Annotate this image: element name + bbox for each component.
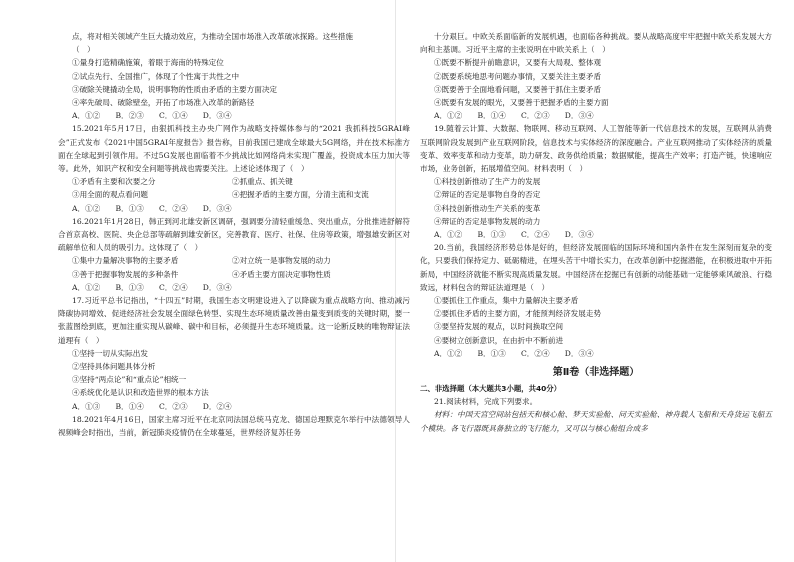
q18-option-1: ①既要不断提升前瞻意识，又要有大局观、整体观 — [434, 58, 602, 68]
q15-choices: A．①② B．①③ C．②④ D．③④ — [72, 203, 232, 213]
q15-options-row-2 — [58, 188, 410, 201]
q14-option-1: ①量身打造精确施策，着眼于海南的特殊定位 — [72, 58, 224, 68]
q17-option-3: ③坚持“两点论”和“重点论”相统一 — [72, 375, 187, 385]
question-18-continued: 十分艰巨。中欧关系面临新的发展机遇，也面临各种挑战。要从战略高度牢牢把握中欧关系发展大方向和主基调。习近平主席的主张说明在中欧关系上（ ） — [420, 32, 772, 55]
left-column — [58, 30, 410, 439]
q19-option-4: ④辩证的否定是事物发展的动力 — [434, 216, 541, 226]
q15-option-4: ④把握矛盾的主要方面，分清主流和支流 — [232, 190, 369, 200]
q16-option-3: ③善于把握事物发展的多种条件 — [72, 269, 179, 279]
q16-option-2: ②对立统一是事物发展的动力 — [232, 256, 331, 266]
part-two-heading: 二、非选择题（本大题共3小题，共40分） — [420, 384, 562, 394]
question-21-material: 材料：中国天宫空间站包括天和核心舱、梦天实验舱、问天实验舱、神舟载人飞船和天舟货运飞船五个模块。各飞行器既具备独立的飞行能力，又可以与核心舱组合成多 — [420, 410, 772, 433]
q14-option-4: ④率先破局、破除壁垒，开拓了市场准入改革的新路径 — [72, 98, 255, 108]
q14-option-3: ③破除关键撬动全局，说明事物的性质由矛盾的主要方面决定 — [72, 84, 278, 94]
q19-choices: A．①② B．①③ C．②④ D．③④ — [434, 230, 594, 240]
q17-choices: A．①③ B．①④ C．②③ D．②④ — [72, 401, 232, 411]
question-15: 15.2021年5月17日，由狠抓科技主办央广网作为战略支持媒体参与的“2021 我抓科技5GRAI峰会”正式发布《2021中国5GRAI年度报告》报告称，目前我国已建成全球最大5G网络，并在技术标准方面在全球起到引领作用。不过5G发展也面临着不少挑战比如网络尚未实现广覆盖，投资成本压力加大等等。此外，知识产权和安全问题等挑战也需要关注。上述论述体现了（ ） — [58, 124, 410, 174]
q15-option-1: ①矛盾有主要和次要之分 — [72, 177, 156, 187]
q16-choices: A．①② B．①③ C．②④ D．③④ — [72, 282, 232, 292]
q16-option-4: ④矛盾主要方面决定事物性质 — [232, 269, 331, 279]
q19-option-3: ③科技创新推动生产关系的变革 — [434, 203, 541, 213]
q16-option-1: ①集中力量解决事物的主要矛盾 — [72, 256, 179, 266]
question-16: 16.2021年1月28日，韩正到河北雄安新区调研，强调要分清轻重缓急、突出重点，分批推进舒解符合首京高校、医院、央企总部等疏解到雄安新区，完善教育、医疗、社保、住房等政策，增强雄安新区对疏解单位和人员的吸引力。这体现了（ ） — [58, 216, 410, 253]
q20-option-4: ④要树立创新意识，在由折中不断前进 — [434, 335, 564, 345]
q17-option-2: ②坚持具体问题具体分析 — [72, 362, 156, 372]
q14-choices: A．①② B．②③ C．①④ D．③④ — [72, 111, 232, 121]
right-column — [420, 30, 772, 435]
q17-option-1: ①坚持一切从实际出发 — [72, 348, 148, 358]
q18-option-3: ③既要善于全面地看问题，又要善于抓住主要矛盾 — [434, 84, 602, 94]
q18-choices: A．①② B．①④ C．②③ D．③④ — [434, 111, 594, 121]
q14-option-2: ②试点先行、全国推广，体现了个性寓于共性之中 — [72, 71, 240, 81]
question-21: 21.阅读材料，完成下列要求。 — [434, 397, 538, 407]
q20-choices: A．①② B．①③ C．②④ D．③④ — [434, 348, 594, 358]
q16-options-row-2 — [58, 268, 410, 281]
q15-options-row-1 — [58, 175, 410, 188]
q19-option-1: ①科技创新推动了生产力的发展 — [434, 177, 541, 187]
question-20: 20.当前，我国经济形势总体是好的，但经济发展面临的国际环境和国内条件在发生深刻而复杂的变化，只要我们保持定力、砥砺精进，在埋头苦干中增长实力，在改革创新中挖掘潜能，在积极进取中开拓新局，中国经济就能不断实现高质量发展。中国经济在挖掘已有创新的动能基础一定能够乘风破浪、行稳致远，材料包含的辩证法道理是（ ） — [420, 243, 772, 292]
question-17: 17.习近平总书记指出，“十四五”时期，我国生态文明建设进入了以降碳为重点战略方向、推动减污降碳协同增效、促进经济社会发展全面绿色转型、实现生态环境质量改善由量变到质变的关键时期，要一张蓝图绘到底，更加注重实现从碳峰、碳中和目标，必须提升生态环境质量。这一论断反映的唯物辩证法道理有（ ） — [58, 296, 410, 345]
question-19: 19.随着云计算、大数据、物联网、移动互联网、人工智能等新一代信息技术的发展，互联网从消费互联网阶段发展到产业互联网阶段，信息技术与实体经济的深度融合。产业互联网推动了实体经济的质量变革、效率变革和动力变革，助力研发、政务供给质量；数据赋能，提高生产效率；打造产链，快速响应市场，业务创新，拓展增值空间。材料表明（ ） — [420, 124, 772, 174]
q17-option-4: ④系统优化是认识和改造世界的根本方法 — [72, 388, 209, 398]
question-14-continued: 点，将对相关领域产生巨大撬动效应，为推动全国市场准入改革破冰探路。这些措施 — [72, 32, 353, 41]
q16-options-row-1 — [58, 254, 410, 267]
q20-option-2: ②要抓住矛盾的主要方面，才能预判经济发展走势 — [434, 309, 602, 319]
q18-option-4: ④既要有发展的眼光，又要善于把握矛盾的主要方面 — [434, 98, 609, 108]
q15-option-3: ③用全面的观点看问题 — [72, 190, 148, 200]
question-18: 18.2021年4月16日，国家主席习近平在北京同法国总统马克龙、德国总理默克尔举行中法德领导人视频峰会时指出，当前，新冠肺炎疫情仍在全球蔓延，世界经济复苏任务 — [58, 414, 410, 438]
q15-option-2: ②抓重点、抓关键 — [232, 177, 293, 187]
q19-option-2: ②辩证的否定是事物自身的否定 — [434, 190, 541, 200]
q18-option-2: ②既要系统地思考问题办事情，又要关注主要矛盾 — [434, 71, 602, 81]
section-title: 第Ⅱ卷（非选择题） — [552, 367, 640, 379]
q20-option-3: ③要坚持发展的观点，以时间换取空间 — [434, 322, 564, 332]
question-14-blank: （ ） — [72, 45, 95, 55]
q20-option-1: ①要抓住工作重点，集中力量解决主要矛盾 — [434, 296, 579, 306]
